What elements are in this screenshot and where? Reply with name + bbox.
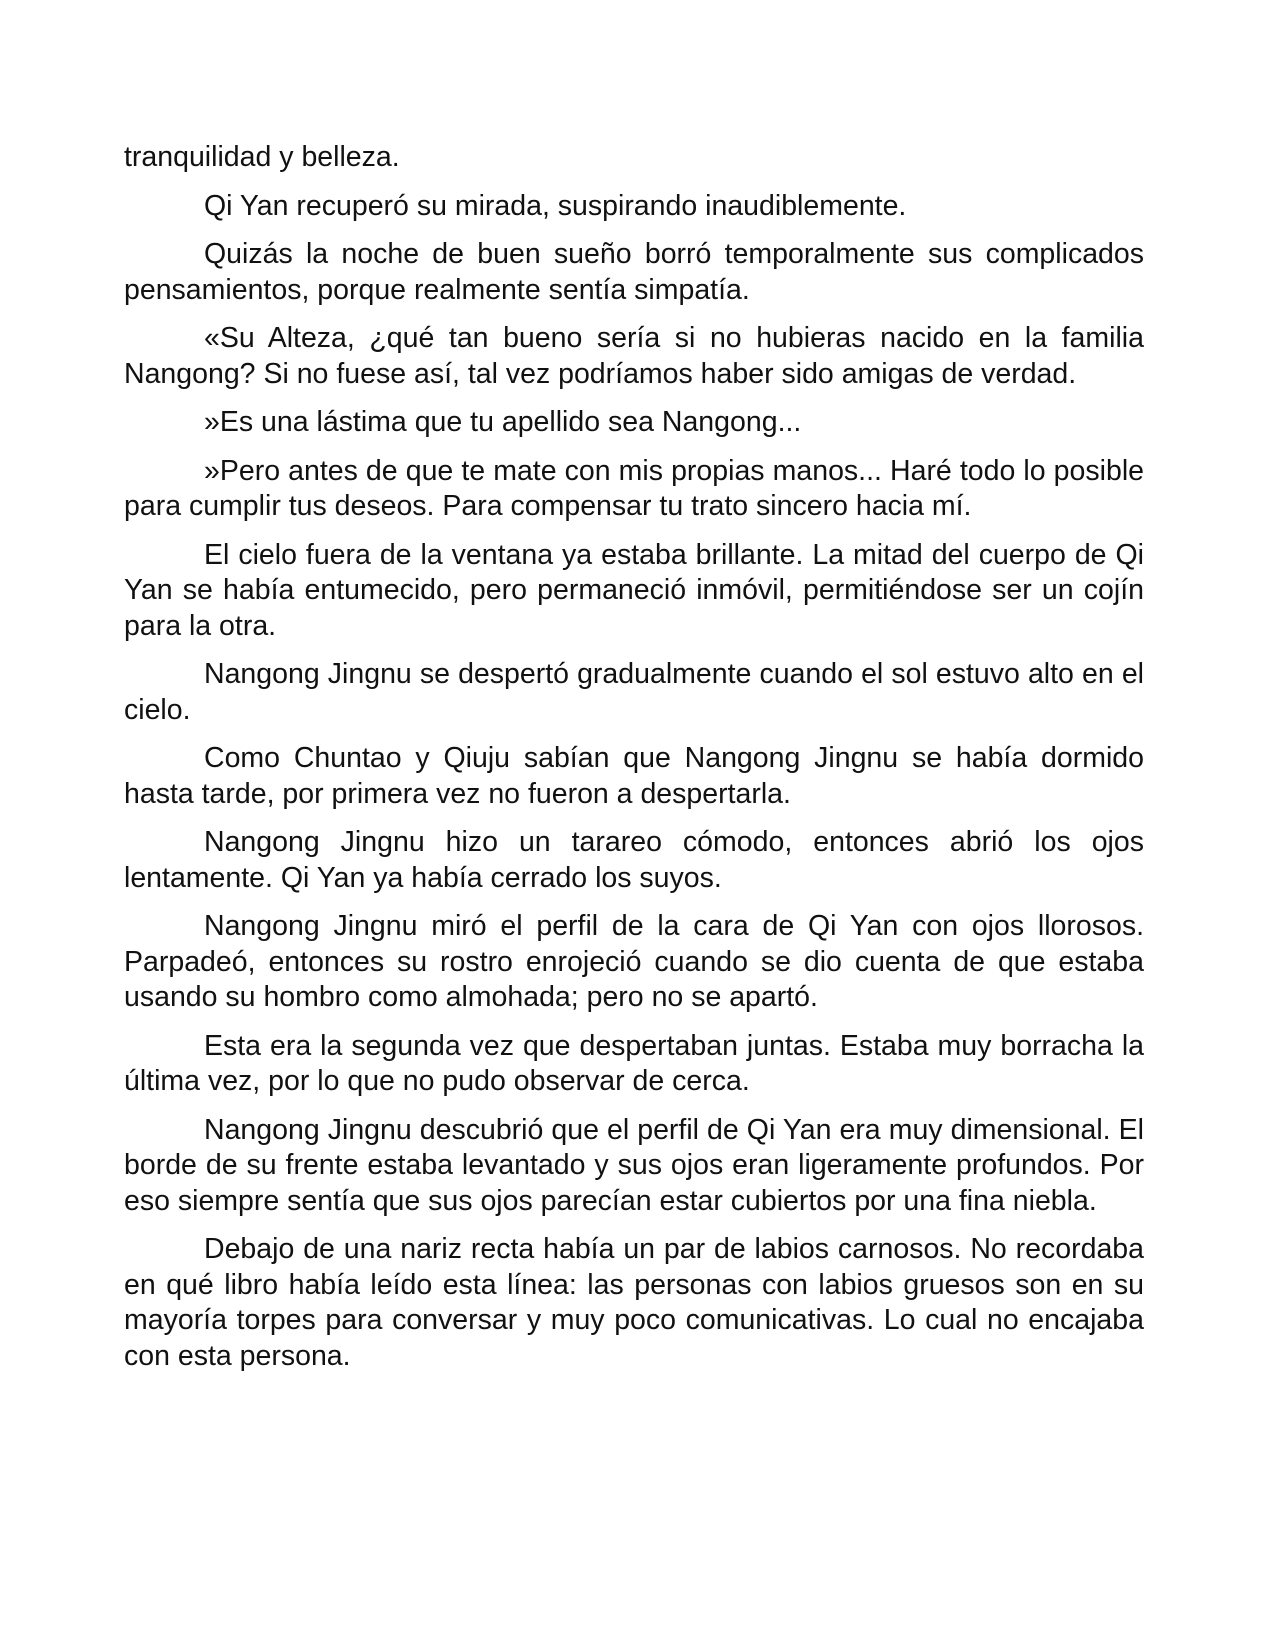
paragraph: »Es una lástima que tu apellido sea Nangong... bbox=[204, 406, 802, 438]
paragraph: «Su Alteza, ¿qué tan bueno sería si no hubieras nacido en la familia Nangong? Si no fuese así, tal vez podríamos haber sido amigas de verdad. bbox=[124, 322, 1144, 390]
paragraph: Como Chuntao y Qiuju sabían que Nangong Jingnu se había dormido hasta tarde, por primera vez no fueron a despertarla. bbox=[124, 742, 1144, 810]
paragraph: »Pero antes de que te mate con mis propias manos... Haré todo lo posible para cumplir tus deseos. Para compensar tu trato sincero hacia mí. bbox=[124, 454, 1144, 522]
paragraph-continuation: tranquilidad y belleza. bbox=[124, 141, 400, 173]
paragraph: Nangong Jingnu se despertó gradualmente cuando el sol estuvo alto en el cielo. bbox=[124, 658, 1144, 726]
paragraph: Debajo de una nariz recta había un par de labios carnosos. No recordaba en qué libro había leído esta línea: las personas con labios gruesos son en su mayoría torpes para conversar y muy poco comunicativas. Lo cual no encajaba con esta persona. bbox=[124, 1233, 1144, 1372]
paragraph: Nangong Jingnu miró el perfil de la cara de Qi Yan con ojos llorosos. Parpadeó, entonces su rostro enrojeció cuando se dio cuenta de que estaba usando su hombro como almohada; pero no se apartó. bbox=[124, 910, 1144, 1013]
paragraph: Esta era la segunda vez que despertaban juntas. Estaba muy borracha la última vez, por lo que no pudo observar de cerca. bbox=[124, 1029, 1144, 1097]
paragraph: Nangong Jingnu descubrió que el perfil de Qi Yan era muy dimensional. El borde de su frente estaba levantado y sus ojos eran ligeramente profundos. Por eso siempre sentía que sus ojos parecían estar cubiertos por una fina niebla. bbox=[124, 1113, 1144, 1217]
paragraph: Quizás la noche de buen sueño borró temporalmente sus complicados pensamientos, porque realmente sentía simpatía. bbox=[124, 238, 1144, 306]
paragraph: El cielo fuera de la ventana ya estaba brillante. La mitad del cuerpo de Qi Yan se había entumecido, pero permaneció inmóvil, permitiéndose ser un cojín para la otra. bbox=[124, 538, 1144, 642]
paragraph: Qi Yan recuperó su mirada, suspirando inaudiblemente. bbox=[204, 189, 907, 222]
paragraph: Nangong Jingnu hizo un tarareo cómodo, entonces abrió los ojos lentamente. Qi Yan ya había cerrado los suyos. bbox=[124, 826, 1144, 894]
document-page bbox=[124, 140, 1144, 1387]
